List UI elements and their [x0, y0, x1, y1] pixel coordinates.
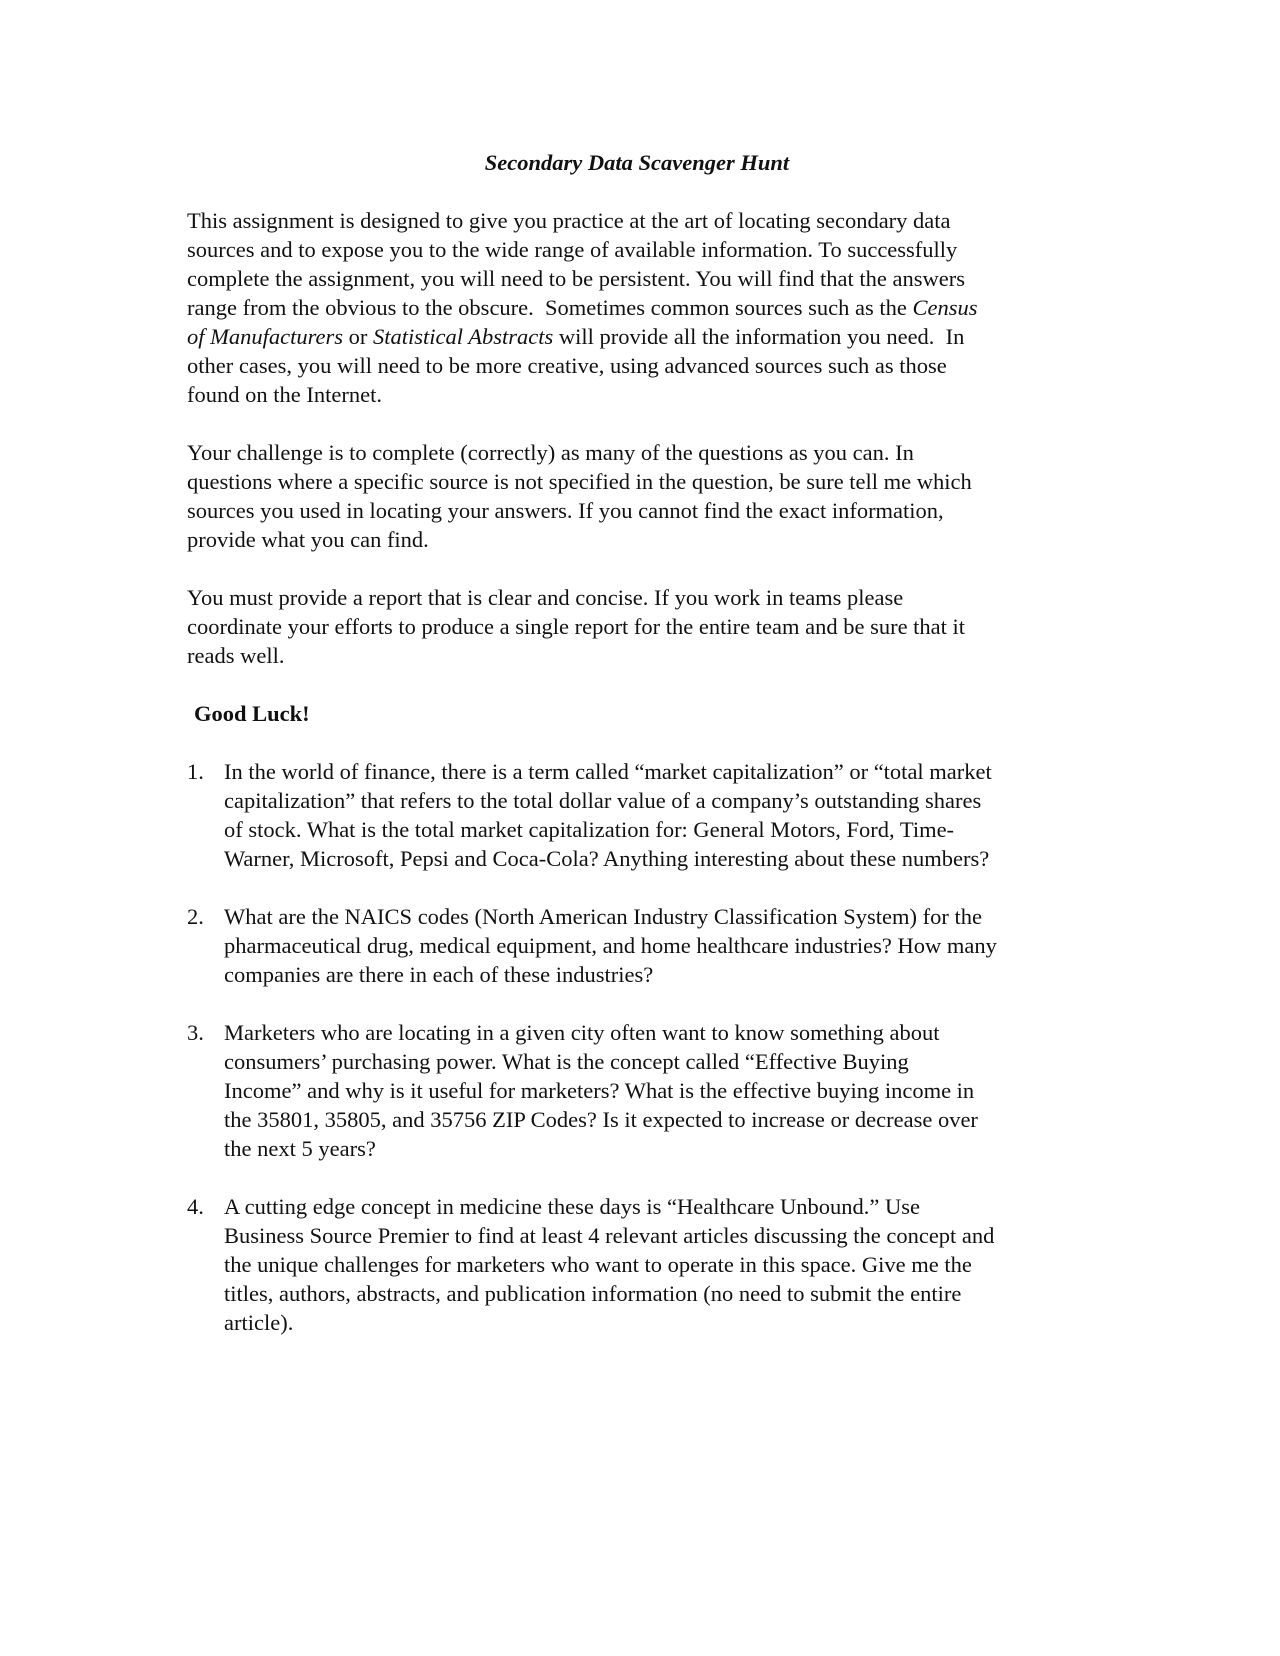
- question-1-line-4: Warner, Microsoft, Pepsi and Coca-Cola? Anything interesting about these numbers?: [224, 846, 990, 871]
- question-item-3: [187, 1018, 1087, 1163]
- document-title: Secondary Data Scavenger Hunt: [484, 150, 790, 175]
- challenge-paragraph: [187, 438, 1087, 554]
- report-line-3: reads well.: [187, 643, 285, 668]
- question-1-line-1: In the world of finance, there is a term called “market capitalization” or “total market: [224, 759, 992, 784]
- questions-list: [187, 757, 1087, 1337]
- question-item-2: [187, 902, 1087, 989]
- question-3-line-2: consumers’ purchasing power. What is the concept called “Effective Buying: [224, 1049, 909, 1074]
- good-luck-heading: Good Luck!: [194, 701, 310, 726]
- question-item-4: [187, 1192, 1087, 1337]
- question-number: 4.: [187, 1194, 204, 1219]
- question-2-line-3: companies are there in each of these industries?: [224, 962, 654, 987]
- question-3-line-4: the 35801, 35805, and 35756 ZIP Codes? Is it expected to increase or decrease over: [224, 1107, 978, 1132]
- question-number: 1.: [187, 759, 204, 784]
- challenge-line-3: sources you used in locating your answers. If you cannot find the exact information,: [187, 498, 944, 523]
- question-4-line-3: the unique challenges for marketers who want to operate in this space. Give me the: [224, 1252, 972, 1277]
- challenge-line-4: provide what you can find.: [187, 527, 429, 552]
- intro-line-4: [187, 293, 1087, 322]
- question-3-line-1: Marketers who are locating in a given city often want to know something about: [224, 1020, 940, 1045]
- challenge-line-1: Your challenge is to complete (correctly) as many of the questions as you can. In: [187, 440, 914, 465]
- italic-of-manufacturers: of Manufacturers: [187, 324, 344, 349]
- intro-paragraph: [187, 206, 1087, 409]
- report-line-1: You must provide a report that is clear and concise. If you work in teams please: [187, 585, 904, 610]
- question-3-line-5: the next 5 years?: [224, 1136, 376, 1161]
- intro-line-1: This assignment is designed to give you practice at the art of locating secondary data: [187, 208, 951, 233]
- question-1-line-3: of stock. What is the total market capitalization for: General Motors, Ford, Time-: [224, 817, 955, 842]
- question-item-1: [187, 757, 1087, 873]
- question-4-line-5: article).: [224, 1310, 294, 1335]
- question-number: 2.: [187, 904, 204, 929]
- question-2-line-1: What are the NAICS codes (North American Industry Classification System) for the: [224, 904, 982, 929]
- report-line-2: coordinate your efforts to produce a single report for the entire team and be sure that it: [187, 614, 966, 639]
- question-2-line-2: pharmaceutical drug, medical equipment, and home healthcare industries? How many: [224, 933, 997, 958]
- question-4-line-1: A cutting edge concept in medicine these days is “Healthcare Unbound.” Use: [224, 1194, 921, 1219]
- italic-census: Census: [912, 295, 978, 320]
- intro-line-5: [187, 322, 1087, 351]
- question-4-line-4: titles, authors, abstracts, and publication information (no need to submit the entire: [224, 1281, 962, 1306]
- intro-line-7: found on the Internet.: [187, 382, 382, 407]
- document-body: [187, 148, 1087, 1366]
- challenge-line-2: questions where a specific source is not specified in the question, be sure tell me which: [187, 469, 972, 494]
- question-3-line-3: Income” and why is it useful for marketers? What is the effective buying income in: [224, 1078, 975, 1103]
- intro-line-3: complete the assignment, you will need to be persistent. You will find that the answers: [187, 266, 965, 291]
- intro-line-4-text: range from the obvious to the obscure. Sometimes common sources such as the: [187, 295, 913, 320]
- report-paragraph: [187, 583, 1087, 670]
- question-1-line-2: capitalization” that refers to the total dollar value of a company’s outstanding shares: [224, 788, 982, 813]
- italic-statistical-abstracts: Statistical Abstracts: [373, 324, 554, 349]
- intro-line-6: other cases, you will need to be more creative, using advanced sources such as those: [187, 353, 947, 378]
- question-number: 3.: [187, 1020, 204, 1045]
- intro-line-2: sources and to expose you to the wide range of available information. To successfully: [187, 237, 958, 262]
- intro-line-5-rest: will provide all the information you need. In: [553, 324, 965, 349]
- question-4-line-2: Business Source Premier to find at least 4 relevant articles discussing the concept and: [224, 1223, 995, 1248]
- or-text: or: [343, 324, 374, 349]
